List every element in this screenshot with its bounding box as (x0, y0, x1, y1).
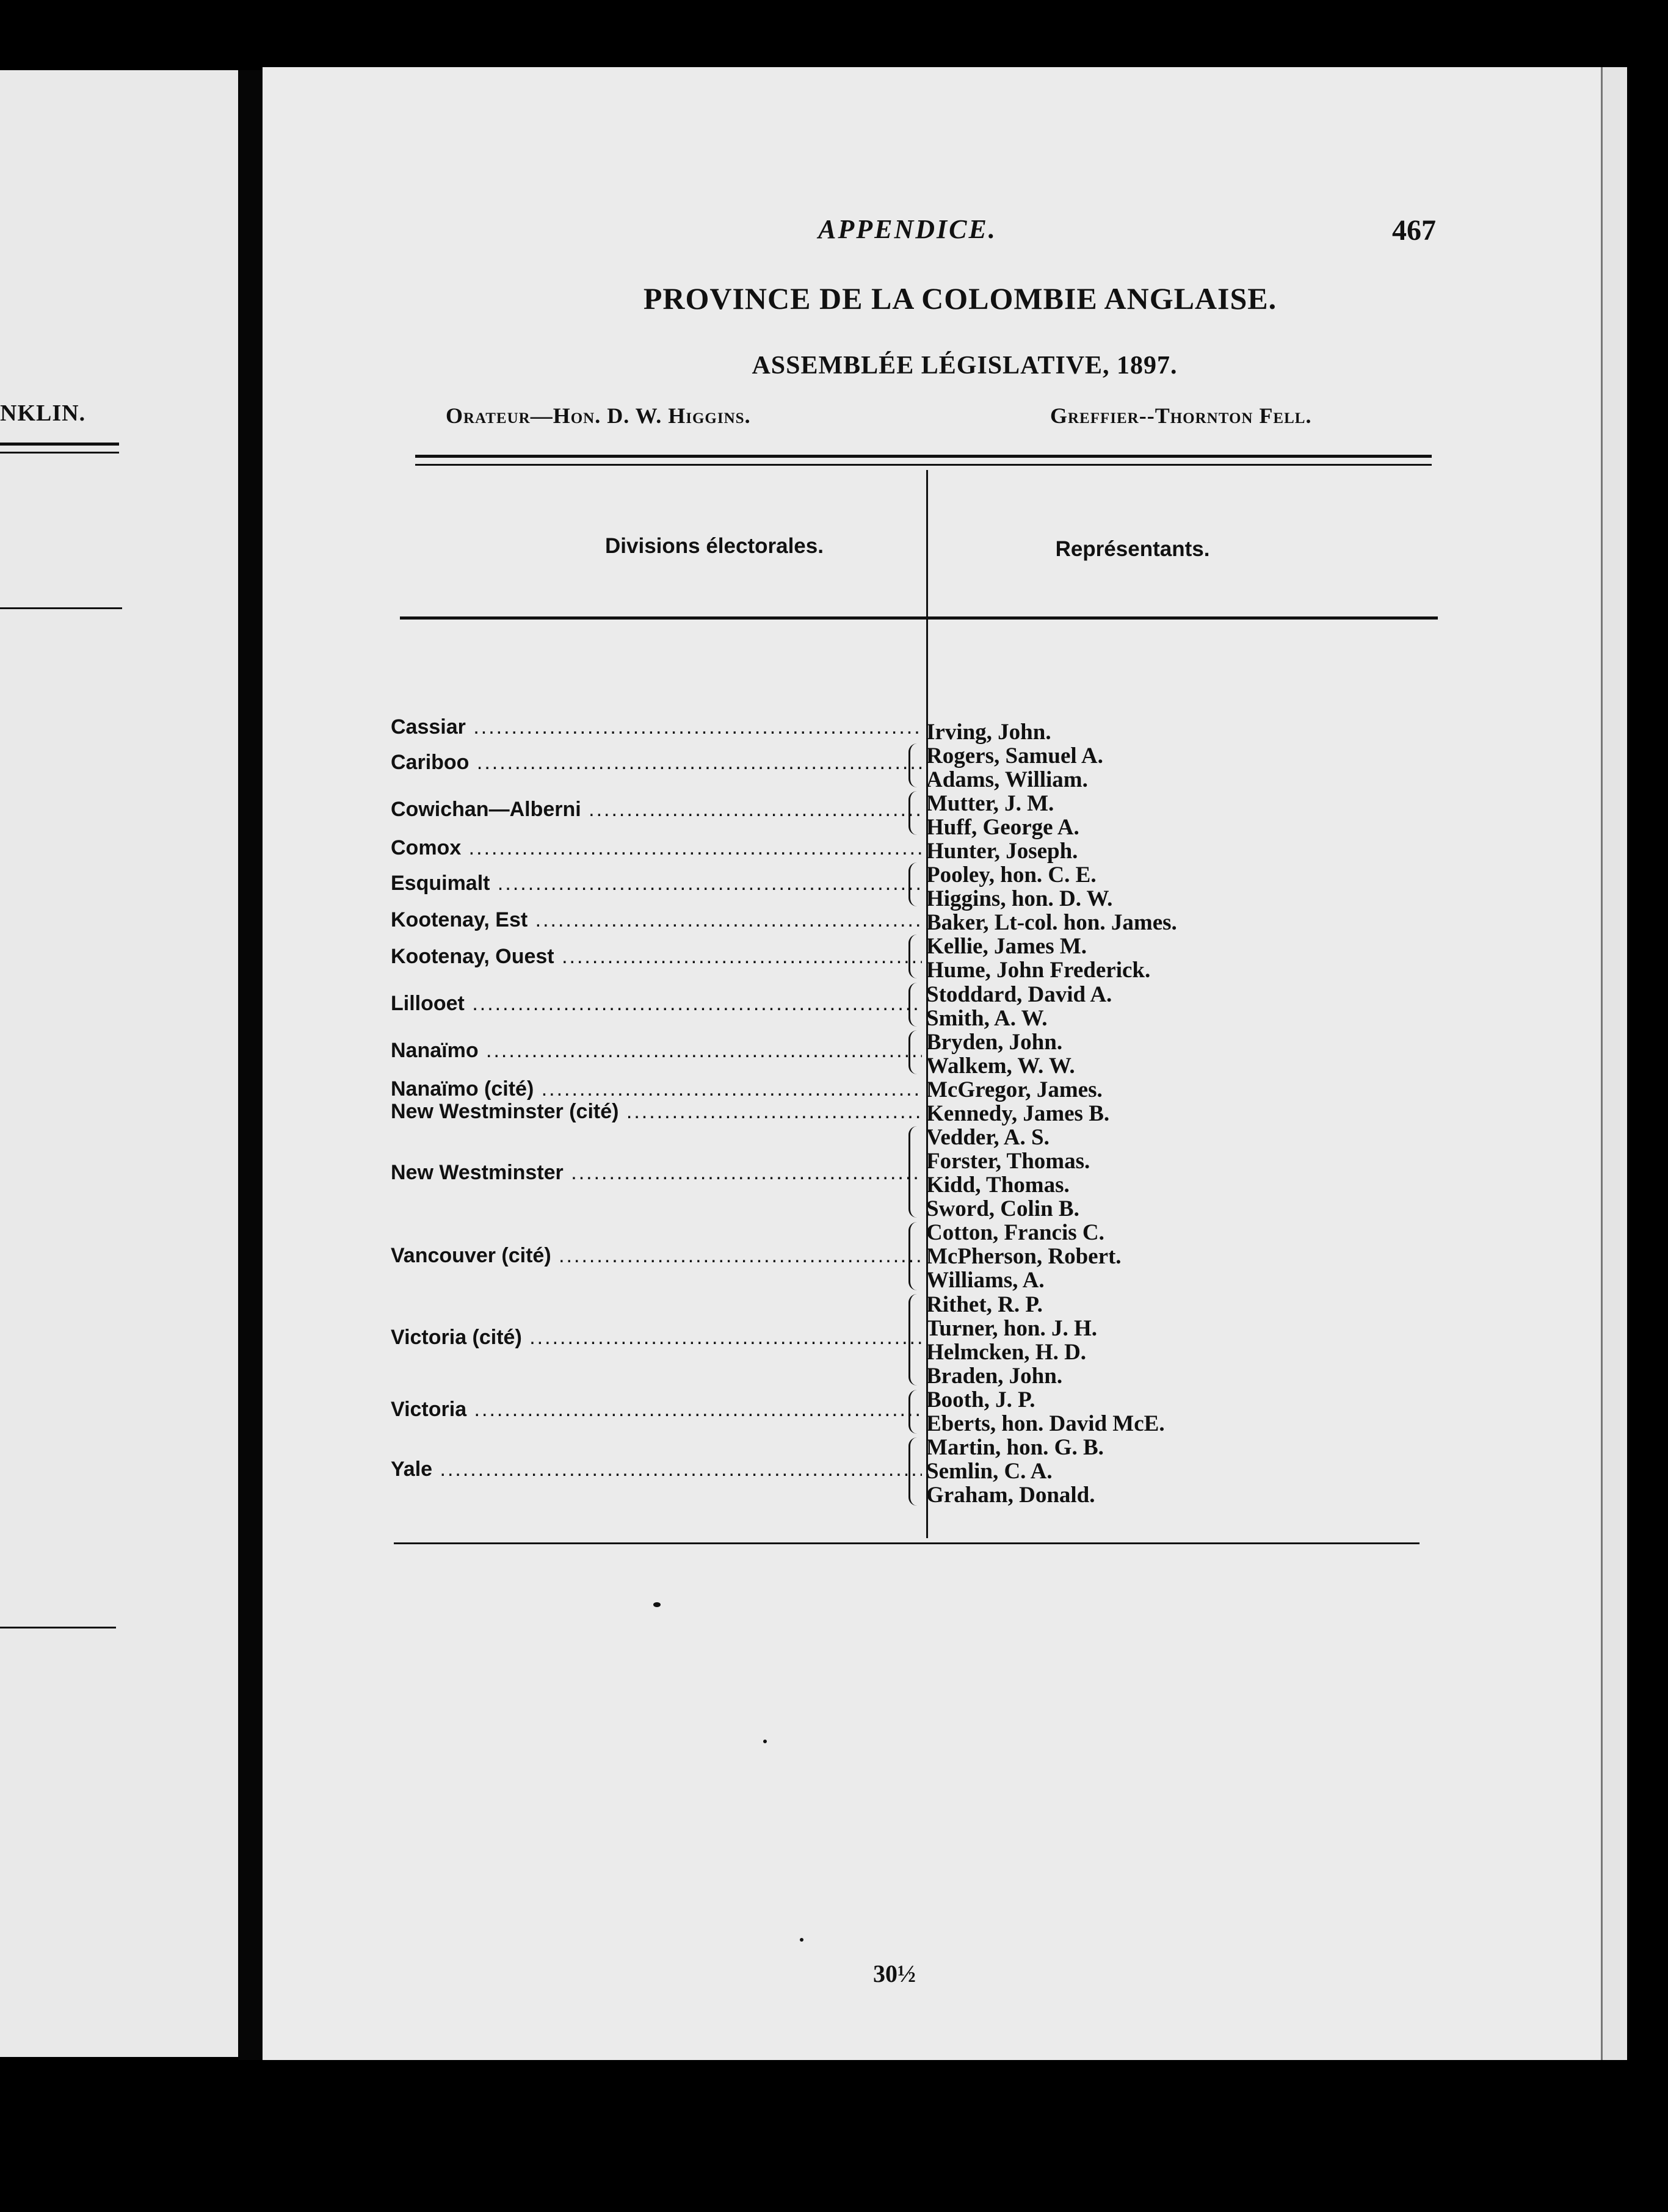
header-rule (415, 455, 1432, 458)
division-label: Kootenay, Est ..... (391, 908, 922, 931)
representative-name: Stoddard, David A. (926, 982, 1112, 1007)
representative-name: Kidd, Thomas. (926, 1173, 1070, 1198)
clerk-line: Greffier--Thornton Fell. (1050, 403, 1312, 428)
brace-lillooet (908, 983, 919, 1027)
column-header-divisions: Divisions électorales. (605, 534, 824, 558)
representative-name: Kellie, James M. (926, 934, 1087, 959)
division-label: New Westminster ..... (391, 1161, 922, 1184)
representative-name: Kennedy, James B. (926, 1101, 1110, 1126)
representative-name: Smith, A. W. (926, 1006, 1048, 1031)
representative-name: McPherson, Robert. (926, 1244, 1122, 1269)
page-subtitle: ASSEMBLÉE LÉGISLATIVE, 1897. (752, 352, 1178, 380)
brace-nanaimo (908, 1030, 919, 1074)
division-label: Cariboo ..... (391, 751, 922, 774)
table-bottom-rule (394, 1542, 1420, 1544)
brace-cariboo (908, 743, 919, 787)
division-label: Cowichan—Alberni ..... (391, 798, 922, 821)
representative-name: Helmcken, H. D. (926, 1340, 1087, 1365)
representative-name: Booth, J. P. (926, 1387, 1035, 1412)
representative-name: Hume, John Frederick. (926, 958, 1151, 983)
previous-page-text: NKLIN. (0, 400, 86, 426)
representative-name: Martin, hon. G. B. (926, 1435, 1104, 1460)
ink-speck (763, 1740, 767, 1743)
representative-name: Baker, Lt-col. hon. James. (926, 910, 1177, 935)
brace-victoria (908, 1390, 919, 1434)
ink-speck (800, 1938, 803, 1942)
representative-name: Bryden, John. (926, 1030, 1063, 1055)
brace-victoria-cite (908, 1294, 919, 1386)
representative-name: Mutter, J. M. (926, 791, 1054, 816)
brace-new-westminster (908, 1126, 919, 1218)
brace-vancouver (908, 1222, 919, 1290)
representative-name: Higgins, hon. D. W. (926, 886, 1113, 911)
division-label: Cassiar ..... (391, 715, 922, 739)
representative-name: Hunter, Joseph. (926, 839, 1078, 864)
division-label: Yale ..... (391, 1458, 922, 1481)
division-label: Kootenay, Ouest ..... (391, 945, 922, 968)
division-label: Victoria ..... (391, 1398, 922, 1421)
representative-name: Huff, George A. (926, 815, 1079, 840)
representative-name: Cotton, Francis C. (926, 1220, 1104, 1245)
representative-name: Turner, hon. J. H. (926, 1316, 1097, 1341)
table-header-rule (400, 616, 1438, 620)
division-label: Comox ..... (391, 836, 922, 859)
division-label: New Westminster (cité) ..... (391, 1100, 922, 1123)
page-number: 467 (1392, 214, 1436, 247)
representative-name: Braden, John. (926, 1364, 1063, 1389)
representative-name: Pooley, hon. C. E. (926, 862, 1097, 887)
representative-name: Rogers, Samuel A. (926, 743, 1103, 768)
representative-name: Graham, Donald. (926, 1483, 1095, 1508)
representative-name: Rithet, R. P. (926, 1292, 1043, 1317)
representative-name: Semlin, C. A. (926, 1459, 1053, 1484)
division-label: Lillooet ..... (391, 992, 922, 1015)
division-label: Nanaïmo (cité) ..... (391, 1077, 922, 1101)
representative-name: Vedder, A. S. (926, 1125, 1050, 1150)
representative-name: Eberts, hon. David McE. (926, 1411, 1165, 1436)
division-label: Esquimalt ..... (391, 872, 922, 895)
representative-name: Walkem, W. W. (926, 1054, 1075, 1079)
representative-name: Adams, William. (926, 767, 1088, 792)
representative-name: Forster, Thomas. (926, 1149, 1090, 1174)
speaker-line: Orateur—Hon. D. W. Higgins. (446, 403, 751, 428)
representative-name: McGregor, James. (926, 1077, 1103, 1102)
running-head: APPENDICE. (818, 214, 997, 244)
brace-esquimalt (908, 862, 919, 906)
division-label: Nanaïmo ..... (391, 1039, 922, 1062)
brace-cowichan-alberni (908, 791, 919, 835)
representative-name: Irving, John. (926, 720, 1051, 745)
division-label: Vancouver (cité) ..... (391, 1244, 922, 1267)
page-title: PROVINCE DE LA COLOMBIE ANGLAISE. (643, 281, 1277, 316)
page-edge (1601, 67, 1627, 2060)
representative-name: Sword, Colin B. (926, 1196, 1079, 1221)
ink-speck (653, 1602, 661, 1607)
previous-page-rule (0, 443, 119, 446)
previous-page-rule (0, 607, 122, 609)
document-page (263, 67, 1627, 2060)
brace-yale (908, 1437, 919, 1506)
previous-page-fragment (0, 70, 238, 2057)
previous-page-rule (0, 452, 119, 454)
representative-name: Williams, A. (926, 1268, 1045, 1293)
previous-page-rule (0, 1627, 116, 1628)
brace-kootenay-ouest (908, 934, 919, 978)
header-rule (415, 464, 1432, 466)
folio-mark: 30½ (873, 1960, 916, 1987)
column-header-representatives: Représentants. (1055, 537, 1210, 561)
division-label: Victoria (cité) ..... (391, 1326, 922, 1349)
